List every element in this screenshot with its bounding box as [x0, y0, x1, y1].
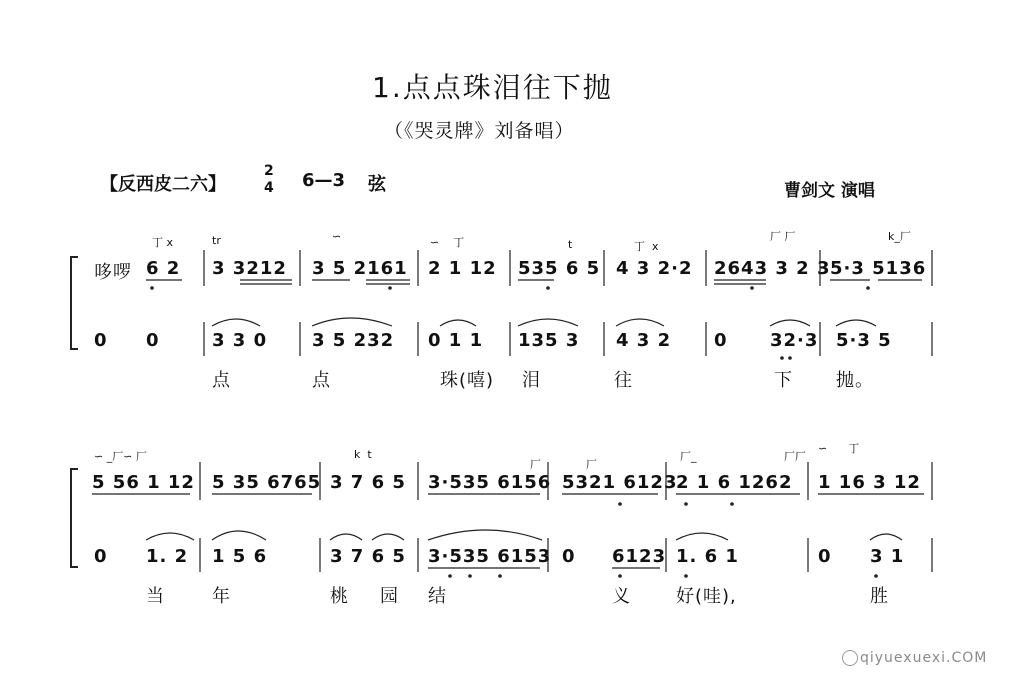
system1-bottom-measure-6: 135 3 — [518, 330, 580, 351]
system1-top-measure-5: 535 6 5 — [518, 258, 601, 279]
system2-bottom-measure-10: 3 1 — [870, 546, 905, 567]
system1-lyric-7: 抛。 — [836, 370, 874, 391]
page-title: 1.点点珠泪往下抛 — [372, 71, 613, 104]
system1-top-measure-7: 2643 3 2 3 — [714, 258, 831, 279]
ornament-mark-11: 厂 — [530, 458, 541, 471]
system2-lyric-6: 义 — [612, 586, 631, 607]
performer-credit: 曹剑文 演唱 — [784, 181, 875, 201]
system2-bottom-rest-1: 0 — [94, 546, 108, 567]
ornament-mark-12: 厂 — [586, 458, 597, 471]
system2-lyric-2: 年 — [212, 586, 231, 607]
system1-bottom-rest-8: 0 — [714, 330, 728, 351]
ornament-mark-1: 丁 x — [152, 236, 174, 249]
system1-top-measure-2: 3 3212 — [212, 258, 287, 279]
system1-bottom-measure-7: 4 3 2 — [616, 330, 672, 351]
time-signature-top: 2 — [264, 163, 274, 179]
system1-top-measure-1: 6 2 — [146, 258, 181, 279]
system1-top-measure-8: 5·3 5136 — [830, 258, 927, 279]
system2-top-measure-3: 3 7 6 5 — [330, 472, 406, 493]
instrument-label: 弦 — [368, 174, 386, 195]
time-signature-bottom: 4 — [264, 180, 274, 196]
ornament-mark-4: ∽ 丁 — [430, 236, 465, 249]
system2-bottom-measure-3: 1 5 6 — [212, 546, 268, 567]
system2-top-measure-5: 5321 6123 — [562, 472, 678, 493]
system1-bottom-measure-3: 3 3 0 — [212, 330, 268, 351]
system1-bottom-barlines — [204, 322, 932, 356]
system1-voice-prefix: 哆啰 — [94, 262, 132, 283]
system1-bottom-measure-5: 0 1 1 — [428, 330, 484, 351]
system1-lyric-1: 点 — [212, 370, 231, 391]
system2-top-measure-2: 5 35 6765 — [212, 472, 322, 493]
system2-top-measure-7: 1 16 3 12 — [818, 472, 921, 493]
slurs — [146, 318, 902, 540]
system1-lyric-6: 下 — [774, 370, 793, 391]
system2-lyric-8: 胜 — [870, 586, 889, 607]
system1-lyric-3: 珠(嘻) — [440, 370, 495, 391]
system1-top-measure-6: 4 3 2·2 — [616, 258, 693, 279]
system2-bottom-measure-4: 3 7 6 5 — [330, 546, 406, 567]
watermark-logo-icon — [842, 650, 858, 666]
ornament-mark-9: ∽ _厂∽ 厂 — [94, 450, 147, 463]
ornament-mark-13: 厂_ — [680, 450, 697, 463]
system1-bottom-measure-9: 32·3 — [770, 330, 819, 351]
octave-dots — [150, 286, 878, 578]
system1-lyric-5: 往 — [614, 370, 633, 391]
system2-lyric-3: 桃 — [330, 586, 349, 607]
system2-bottom-measure-2: 1. 2 — [146, 546, 189, 567]
system2-bottom-rest-9: 0 — [818, 546, 832, 567]
system1-bottom-measure-4: 3 5 232 — [312, 330, 395, 351]
system2-bottom-measure-7: 6123 — [612, 546, 667, 567]
system2-lyric-1: 当 — [146, 586, 165, 607]
system1-bottom-measure-10: 5·3 5 — [836, 330, 892, 351]
ornament-mark-2: tr — [212, 234, 221, 247]
ornament-mark-5: t — [568, 238, 573, 251]
system2-lyric-7: 好(哇), — [676, 586, 737, 607]
ornament-mark-6: 丁 x — [634, 240, 659, 253]
page-subtitle: （《哭灵牌》刘备唱） — [384, 120, 575, 142]
ornament-mark-15: ∽ 丁 — [818, 442, 860, 455]
ornament-mark-3: ∽ — [332, 230, 342, 243]
system1-lyric-2: 点 — [312, 370, 331, 391]
ornament-mark-8: k_厂 — [888, 230, 911, 243]
system1-bottom-rest-2: 0 — [146, 330, 160, 351]
system2-bottom-rest-6: 0 — [562, 546, 576, 567]
system1-top-measure-4: 2 1 12 — [428, 258, 497, 279]
system2-bottom-measure-8: 1. 6 1 — [676, 546, 739, 567]
system2-lyric-4: 园 — [380, 586, 399, 607]
system2-bottom-measure-5: 3·535 6153 — [428, 546, 552, 567]
system1-bottom-rest-1: 0 — [94, 330, 108, 351]
site-watermark: qiyuexuexi.COM — [860, 650, 988, 666]
ornament-mark-10: k t — [354, 448, 372, 461]
system1-top-measure-3: 3 5 2161 — [312, 258, 408, 279]
system2-bottom-barlines — [200, 538, 932, 572]
ornament-mark-7: 厂 厂 — [770, 230, 796, 243]
ornament-mark-14: 厂厂 — [784, 450, 806, 463]
key-mark: 6—3 — [302, 170, 346, 191]
system2-top-measure-1: 5 56 1 12 — [92, 472, 195, 493]
system2-top-measure-6: 2 1 6 1262 — [676, 472, 793, 493]
system2-top-measure-4: 3·535 6156 — [428, 472, 552, 493]
system1-lyric-4: 泪 — [522, 370, 541, 391]
system2-lyric-5: 结 — [428, 586, 447, 607]
tune-label: 【反西皮二六】 — [100, 174, 226, 195]
